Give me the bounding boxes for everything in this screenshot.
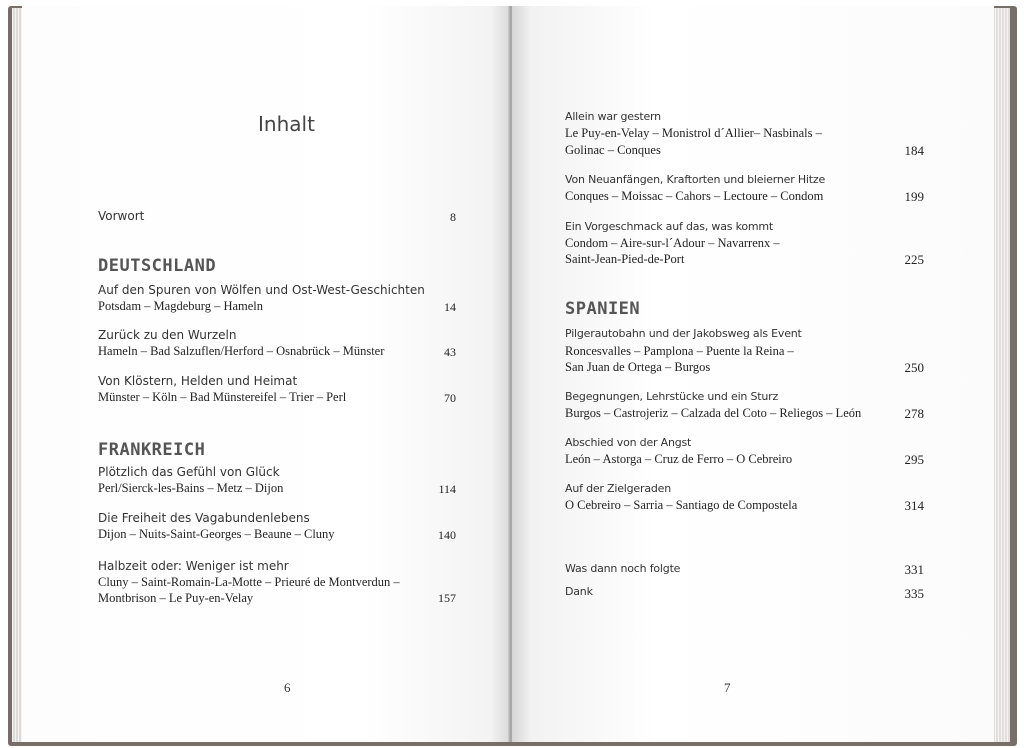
entry-route: Golinac – Conques: [565, 143, 661, 157]
entry-page: 314: [904, 498, 924, 513]
vorwort-page: 8: [450, 210, 456, 224]
right-page: [512, 6, 994, 742]
entry-page: 43: [444, 345, 456, 359]
entry-route: Dijon – Nuits-Saint-Georges – Beaune – Cluny: [98, 527, 335, 541]
entry-route: Burgos – Castrojeriz – Calzada del Coto – Reliegos – León: [565, 406, 862, 420]
page-number: 7: [724, 680, 731, 695]
entry-route: Cluny – Saint-Romain-La-Motte – Prieuré de Montverdun –: [98, 575, 400, 589]
appendix-label: Dank: [565, 585, 593, 598]
entry-page: 14: [444, 300, 456, 314]
entry-title: Die Freiheit des Vagabundenlebens: [98, 511, 310, 525]
entry-route: Saint-Jean-Pied-de-Port: [565, 252, 685, 266]
section-heading-spanien: SPANIEN: [565, 299, 641, 319]
appendix-page: 331: [904, 562, 924, 577]
entry-route: Conques – Moissac – Cahors – Lectoure – Condom: [565, 189, 824, 203]
appendix-page: 335: [904, 586, 924, 601]
entry-title: Halbzeit oder: Weniger ist mehr: [98, 559, 289, 573]
toc-title: Inhalt: [258, 112, 315, 136]
section-heading-deutschland: DEUTSCHLAND: [98, 256, 217, 276]
entry-page: 114: [438, 482, 456, 496]
entry-page: 140: [438, 528, 456, 542]
entry-title: Auf der Zielgeraden: [565, 482, 671, 495]
entry-page: 295: [904, 452, 924, 467]
entry-title: Auf den Spuren von Wölfen und Ost-West-Geschichten: [98, 283, 425, 297]
entry-title: Allein war gestern: [565, 110, 661, 123]
entry-title: Ein Vorgeschmack auf das, was kommt: [565, 220, 774, 233]
entry-route: O Cebreiro – Sarria – Santiago de Compostela: [565, 498, 798, 512]
entry-page: 184: [904, 143, 924, 158]
entry-route: Condom – Aire-sur-l´Adour – Navarrenx –: [565, 236, 780, 250]
entry-route: Le Puy-en-Velay – Monistrol d´Allier– Nasbinals –: [565, 126, 822, 140]
entry-route: Münster – Köln – Bad Münstereifel – Trier – Perl: [98, 390, 347, 404]
entry-route: León – Astorga – Cruz de Ferro – O Cebreiro: [565, 452, 793, 466]
entry-page: 199: [904, 189, 924, 204]
page-number: 6: [284, 680, 291, 695]
entry-route: Hameln – Bad Salzuflen/Herford – Osnabrück – Münster: [98, 344, 385, 358]
appendix-label: Was dann noch folgte: [565, 562, 681, 575]
entry-route: Roncesvalles – Pamplona – Puente la Reina –: [565, 344, 794, 358]
entry-route: San Juan de Ortega – Burgos: [565, 360, 711, 374]
page-edges-right: [992, 8, 1010, 742]
entry-route: Montbrison – Le Puy-en-Velay: [98, 591, 254, 605]
entry-route: Perl/Sierck-les-Bains – Metz – Dijon: [98, 481, 284, 495]
entry-title: Pilgerautobahn und der Jakobsweg als Event: [565, 327, 802, 340]
section-heading-frankreich: FRANKREICH: [98, 440, 206, 460]
entry-title: Plötzlich das Gefühl von Glück: [98, 465, 280, 479]
entry-page: 225: [904, 252, 924, 267]
left-page: [22, 6, 510, 742]
entry-title: Zurück zu den Wurzeln: [98, 328, 237, 342]
entry-title: Begegnungen, Lehrstücke und ein Sturz: [565, 390, 779, 403]
entry-route: Potsdam – Magdeburg – Hameln: [98, 299, 264, 313]
entry-page: 157: [438, 591, 456, 605]
entry-title: Abschied von der Angst: [565, 436, 692, 449]
entry-title: Von Neuanfängen, Kraftorten und bleierner Hitze: [565, 173, 826, 186]
entry-page: 70: [444, 391, 456, 405]
entry-page: 250: [904, 360, 924, 375]
entry-page: 278: [904, 406, 924, 421]
entry-title: Von Klöstern, Helden und Heimat: [98, 374, 298, 388]
vorwort-label: Vorwort: [98, 209, 145, 223]
